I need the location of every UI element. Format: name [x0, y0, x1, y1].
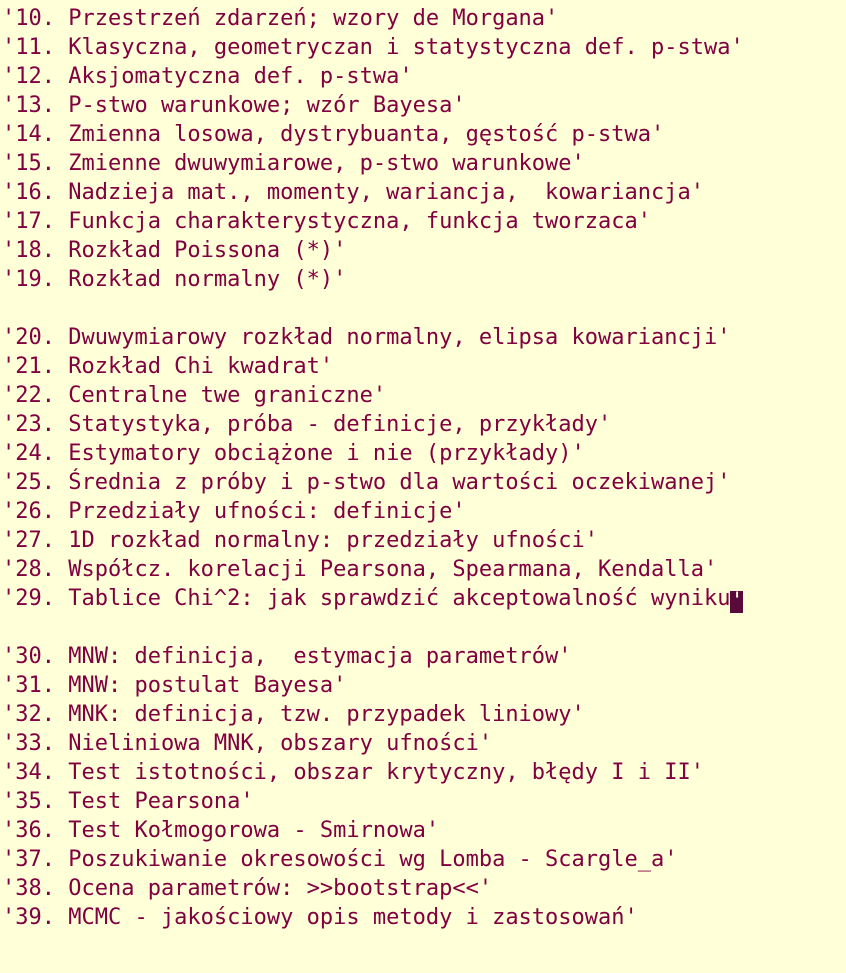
text-line[interactable]: '24. Estymatory obciążone i nie (przykłady)' — [2, 441, 585, 466]
cursor-line[interactable] — [0, 584, 846, 613]
text-line[interactable]: '23. Statystyka, próba - definicje, przykłady' — [2, 412, 612, 437]
text-cursor: ' — [730, 589, 744, 614]
text-line[interactable]: '18. Rozkład Poissona (*)' — [2, 238, 347, 263]
blank-line[interactable] — [0, 613, 846, 642]
text-line[interactable]: '19. Rozkład normalny (*)' — [2, 267, 347, 292]
text-line[interactable]: '10. Przestrzeń zdarzeń; wzory de Morgana' — [2, 6, 559, 31]
text-line[interactable]: '13. P-stwo warunkowe; wzór Bayesa' — [2, 93, 466, 118]
text-line[interactable]: '34. Test istotności, obszar krytyczny, błędy I i II' — [2, 760, 704, 785]
text-line[interactable]: '32. MNK: definicja, tzw. przypadek liniowy' — [2, 702, 585, 727]
cursor-line-text[interactable]: '29. Tablice Chi^2: jak sprawdzić akceptowalność wyniku — [2, 586, 731, 611]
text-line[interactable]: '37. Poszukiwanie okresowości wg Lomba - Scargle_a' — [2, 847, 678, 872]
text-line[interactable]: '30. MNW: definicja, estymacja parametrów' — [2, 644, 572, 669]
text-line[interactable]: '27. 1D rozkład normalny: przedziały ufności' — [2, 528, 599, 553]
text-line[interactable]: '16. Nadzieja mat., momenty, wariancja, kowariancja' — [2, 180, 704, 205]
text-line[interactable]: '15. Zmienne dwuwymiarowe, p-stwo warunkowe' — [2, 151, 585, 176]
blank-line[interactable] — [0, 294, 846, 323]
text-line[interactable]: '39. MCMC - jakościowy opis metody i zastosowań' — [2, 905, 638, 930]
text-line[interactable]: '20. Dwuwymiarowy rozkład normalny, elipsa kowariancji' — [2, 325, 731, 350]
text-line[interactable]: '17. Funkcja charakterystyczna, funkcja tworzaca' — [2, 209, 652, 234]
text-line[interactable]: '28. Współcz. korelacji Pearsona, Spearmana, Kendalla' — [2, 557, 718, 582]
text-line[interactable]: '11. Klasyczna, geometryczan i statystyczna def. p-stwa' — [2, 35, 744, 60]
text-line[interactable]: '21. Rozkład Chi kwadrat' — [2, 354, 334, 379]
text-line[interactable]: '22. Centralne twe graniczne' — [2, 383, 387, 408]
text-line[interactable]: '31. MNW: postulat Bayesa' — [2, 673, 347, 698]
text-line[interactable]: '36. Test Kołmogorowa - Smirnowa' — [2, 818, 440, 843]
text-line[interactable]: '12. Aksjomatyczna def. p-stwa' — [2, 64, 413, 89]
text-line[interactable]: '38. Ocena parametrów: >>bootstrap<<' — [2, 876, 493, 901]
text-line[interactable]: '25. Średnia z próby i p-stwo dla wartości oczekiwanej' — [2, 470, 731, 495]
text-line[interactable]: '33. Nieliniowa MNK, obszary ufności' — [2, 731, 493, 756]
text-line[interactable]: '35. Test Pearsona' — [2, 789, 254, 814]
text-line[interactable]: '14. Zmienna losowa, dystrybuanta, gęstość p-stwa' — [2, 122, 665, 147]
text-line[interactable]: '26. Przedziały ufności: definicje' — [2, 499, 466, 524]
